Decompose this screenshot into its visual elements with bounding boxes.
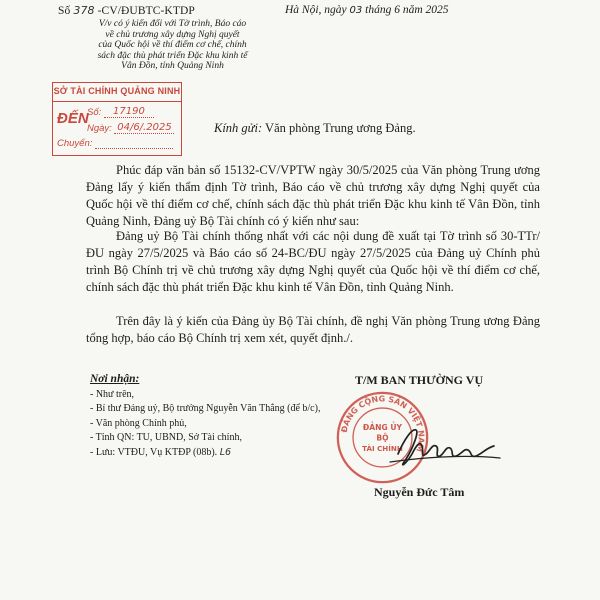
seal-center-line-2: BỘ (376, 433, 389, 443)
salutation (214, 121, 416, 136)
seal-ring-text: ĐẢNG CỘNG SẢN VIỆT NAM (339, 394, 426, 453)
document-date (285, 4, 449, 16)
incoming-stamp (52, 82, 182, 156)
signature-heading: T/M BAN THƯỜNG VỤ (355, 373, 484, 387)
seal-center-line-1: ĐẢNG ỦY (362, 422, 403, 432)
document-subject (70, 19, 275, 72)
recipient-item: - Văn phòng Chính phủ, (90, 417, 187, 429)
recipients-list (90, 372, 330, 461)
stamp-title: SỞ TÀI CHÍNH QUẢNG NINH (53, 86, 181, 96)
salutation-recipient: Văn phòng Trung ương Đảng. (265, 121, 416, 135)
stamp-divider (53, 101, 181, 102)
document-number (58, 4, 195, 17)
signer-name: Nguyễn Đức Tâm (374, 485, 465, 499)
salutation-label: Kính gửi: (214, 121, 263, 135)
body-paragraph-2: Đảng uỷ Bộ Tài chính thống nhất với các nội dung đề xuất tại Tờ trình số 30-TTr/ĐU ngày 27/5/2025 và Báo cáo số 24-BC/ĐU ngày 27/5/2025 của Đảng uỷ Chính phủ trình Bộ Chính trị về chủ trương xây dựng Nghị quyết của Quốc hội về thí điểm cơ chế, chính sách đặc thù phát triển Đặc khu kinh tế Vân Đồn, tỉnh Quảng Ninh. (86, 229, 540, 294)
recipient-item: - Tỉnh QN: TU, UBND, Sở Tài chính, (90, 432, 242, 444)
date-suffix: tháng 6 năm 2025 (365, 4, 449, 16)
body-paragraph-3: Trên đây là ý kiến của Đảng ủy Bộ Tài chính, đề nghị Văn phòng Trung ương Đảng tổng hợp, báo cáo Bộ Chính trị xem xét, quyết định./. (86, 314, 540, 345)
stamp-ngay-label: Ngày: (87, 123, 112, 134)
subject-line: V/v có ý kiến đối với Tờ trình, Báo cáo (98, 19, 247, 29)
recipient-item (90, 446, 330, 461)
stamp-den-label: ĐẾN (57, 110, 89, 127)
handwritten-signature (360, 418, 510, 478)
date-prefix: Hà Nội, ngày (285, 4, 347, 16)
body-paragraph-1: Phúc đáp văn bản số 15132-CV/VPTW ngày 30/5/2025 của Văn phòng Trung ương Đảng lấy ý kiến thẩm định Tờ trình, Báo cáo về chủ trương xây dựng Nghị quyết của Quốc hội về thí điểm cơ chế, chính sách đặc thù phát triển Đặc khu kinh tế Vân Đồn, tỉnh Quảng Ninh, Đảng uỷ Bộ Tài chính có ý kiến như sau: (86, 163, 540, 228)
recipients-heading: Nơi nhận: (90, 373, 140, 385)
stamp-chuyen-row (57, 138, 173, 149)
handwritten-mark: L6 (219, 446, 232, 458)
subject-line: sách đặc thù phát triển Đặc khu kinh tế (97, 50, 248, 61)
seal-center-line-3: TÀI CHÍNH (362, 443, 403, 453)
subject-line: về chủ trương xây dựng Nghị quyết (105, 29, 240, 40)
stamp-so-value: 17190 (113, 106, 145, 117)
recipient-item-text: - Lưu: VTĐU, Vụ KTĐP (08b). (90, 446, 218, 458)
document-number-handwritten: 378 (73, 4, 95, 17)
stamp-so-label: Số: (87, 107, 102, 118)
stamp-chuyen-label: Chuyển: (57, 138, 93, 149)
document-number-prefix: Số (58, 5, 71, 17)
stamp-ngay-value: 04/6/.2025 (117, 122, 172, 133)
document-number-suffix: -CV/ĐUBTC-KTDP (97, 5, 195, 17)
subject-line: của Quốc hội về thí điểm cơ chế, chính (98, 40, 247, 51)
subject-line: Vân Đồn, tỉnh Quảng Ninh (121, 61, 224, 72)
stamp-ngay-row (87, 122, 174, 134)
stamp-so-row (87, 106, 154, 118)
recipient-item: - Như trên, (90, 388, 135, 400)
date-day-handwritten: 03 (349, 5, 363, 16)
recipient-item: - Bí thư Đảng uỷ, Bộ trưởng Nguyễn Văn Thắng (để b/c), (90, 403, 321, 415)
